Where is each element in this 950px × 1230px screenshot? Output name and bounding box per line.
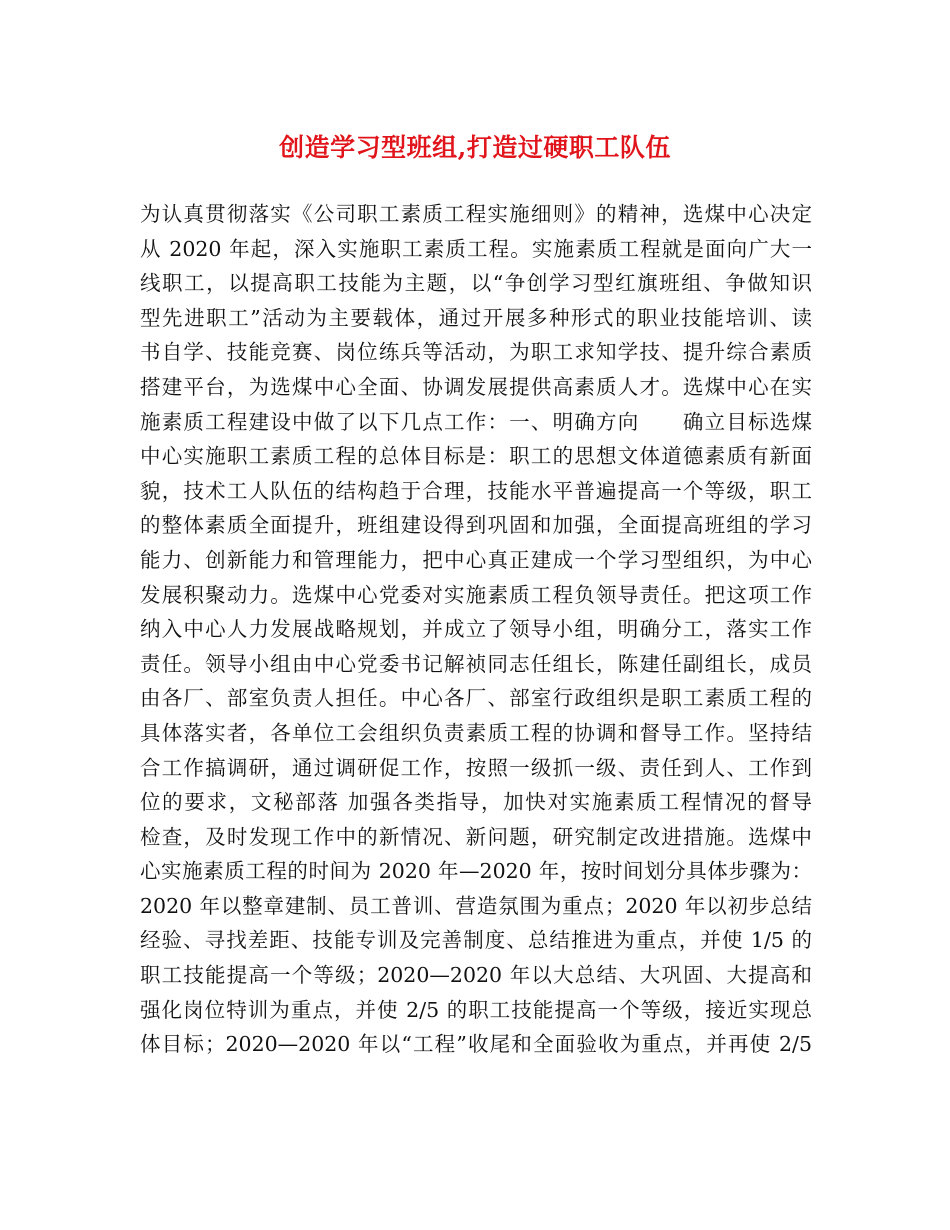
body-line: 书自学、技能竞赛、岗位练兵等活动，为职工求知学技、提升综合素质 — [140, 340, 812, 365]
body-line: 从 2020 年起，深入实施职工素质工程。实施素质工程就是面向广大一 — [140, 236, 812, 261]
body-line: 发展积聚动力。选煤中心党委对实施素质工程负领导责任。把这项工作 — [140, 582, 812, 607]
body-line: 具体落实者，各单位工会组织负责素质工程的协调和督导工作。坚持结 — [140, 720, 812, 745]
body-line: 搭建平台，为选煤中心全面、协调发展提供高素质人才。选煤中心在实 — [140, 374, 812, 399]
body-line: 的整体素质全面提升，班组建设得到巩固和加强，全面提高班组的学习 — [140, 513, 812, 538]
body-line: 体目标；2020—2020 年以“工程”收尾和全面验收为重点，并再使 2/5 — [140, 1032, 812, 1057]
document-title: 创造学习型班组,打造过硬职工队伍 — [279, 133, 671, 162]
body-line: 合工作搞调研，通过调研促工作，按照一级抓一级、责任到人、工作到 — [140, 755, 812, 780]
body-line: 貌，技术工人队伍的结构趋于合理，技能水平普遍提高一个等级，职工 — [140, 478, 812, 503]
document-body — [140, 197, 812, 1062]
body-line: 型先进职工”活动为主要载体，通过开展多种形式的职业技能培训、读 — [140, 305, 812, 330]
body-line: 施素质工程建设中做了以下几点工作：一、明确方向 确立目标选煤 — [140, 409, 812, 434]
body-line: 责任。领导小组由中心党委书记解祯同志任组长，陈建任副组长，成员 — [140, 651, 812, 676]
body-line: 位的要求，文秘部落 加强各类指导，加快对实施素质工程情况的督导 — [140, 790, 812, 815]
body-line: 2020 年以整章建制、员工普训、营造氛围为重点；2020 年以初步总结 — [140, 893, 812, 918]
body-line: 纳入中心人力发展战略规划，并成立了领导小组，明确分工，落实工作 — [140, 617, 812, 642]
body-line: 由各厂、部室负责人担任。中心各厂、部室行政组织是职工素质工程的 — [140, 686, 812, 711]
body-line: 心实施素质工程的时间为 2020 年—2020 年，按时间划分具体步骤为： — [140, 859, 812, 884]
body-line: 能力、创新能力和管理能力，把中心真正建成一个学习型组织，为中心 — [140, 547, 812, 572]
body-line: 职工技能提高一个等级；2020—2020 年以大总结、大巩固、大提高和 — [140, 963, 812, 988]
body-line: 为认真贯彻落实《公司职工素质工程实施细则》的精神，选煤中心决定 — [140, 202, 812, 226]
body-line: 经验、寻找差距、技能专训及完善制度、总结推进为重点，并使 1/5 的 — [140, 928, 812, 953]
body-line: 中心实施职工素质工程的总体目标是：职工的思想文体道德素质有新面 — [140, 444, 812, 469]
body-line: 强化岗位特训为重点，并使 2/5 的职工技能提高一个等级，接近实现总 — [140, 997, 812, 1022]
body-line: 检查，及时发现工作中的新情况、新问题，研究制定改进措施。选煤中 — [140, 824, 812, 849]
body-line: 线职工，以提高职工技能为主题，以“争创学习型红旗班组、争做知识 — [140, 271, 812, 296]
